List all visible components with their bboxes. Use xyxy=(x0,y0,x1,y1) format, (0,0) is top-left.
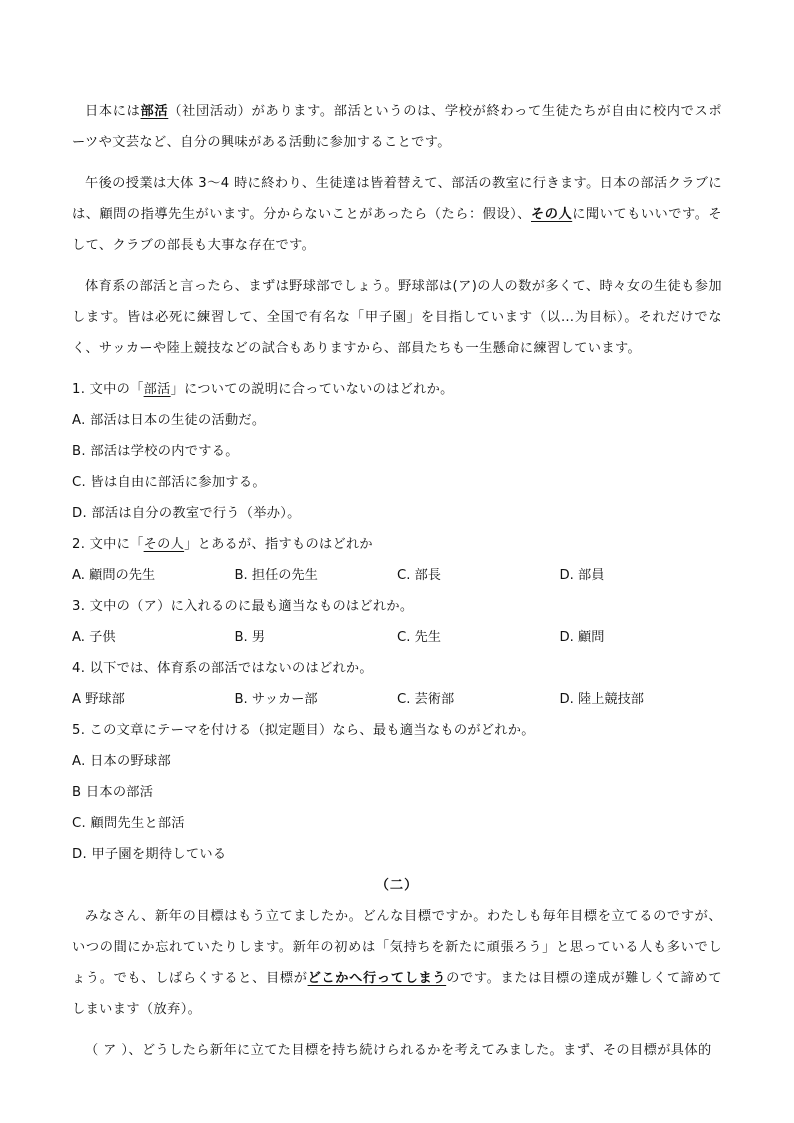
question-4: 4. 以下では、体育系の部活ではないのはどれか。 xyxy=(72,661,373,676)
q2-option-c: C. 部長 xyxy=(397,568,441,583)
q4-option-a: A 野球部 xyxy=(72,692,125,707)
passage2-paragraph-2: （ ア ）、どうしたら新年に立てた目標を持ち続けられるかを考えてみました。まず、その目標が具体的 xyxy=(85,1043,712,1058)
underlined-term-sono-hito: その人 xyxy=(531,207,573,222)
q5-option-b: B 日本の部活 xyxy=(72,785,154,800)
q4-option-c: C. 芸術部 xyxy=(397,692,455,707)
section-2-title: （二） xyxy=(375,878,419,893)
q2-option-a: A. 顧問の先生 xyxy=(72,568,156,583)
passage1-paragraph-2 xyxy=(72,168,722,261)
q3-options xyxy=(72,622,722,653)
q3-option-d: D. 顧問 xyxy=(559,630,605,645)
text: （社団活动）があります。部活というのは、学校が終わって生徒たちが自由に校内でスポーツや文芸など、自分の興味がある活動に参加することです。 xyxy=(72,104,722,150)
q2-options xyxy=(72,560,722,591)
underlined-term: 部活 xyxy=(143,382,171,397)
q3-option-a: A. 子供 xyxy=(72,630,116,645)
text: 2. 文中に「 xyxy=(72,537,144,552)
text: みなさん、新年の目標はもう立てましたか。どんな目標ですか。わたしも毎年目標を立てるのですが、いつの間にか忘れていたりします。新年の初めは「気持ちを新たに頑張ろう」と思っている人も多いでしょう。でも、しばらくすると、目標が xyxy=(72,909,722,986)
q5-option-d: D. 甲子園を期待している xyxy=(72,847,227,862)
question-1 xyxy=(72,374,722,405)
q1-option-b: B. 部活は学校の内でする。 xyxy=(72,444,239,459)
q5-option-a: A. 日本の野球部 xyxy=(72,754,171,769)
q4-option-b: B. サッカー部 xyxy=(234,692,318,707)
passage1-paragraph-1 xyxy=(72,96,722,158)
passage1-paragraph-3: 体育系の部活と言ったら、まずは野球部でしょう。野球部は(ア)の人の数が多くて、時々女の生徒も参加します。皆は必死に練習して、全国で有名な「甲子園」を目指しています（以…为目标）。それだけでなく、サッカーや陸上競技などの試合もありますから、部員たちも一生懸命に練習しています。 xyxy=(72,279,722,356)
question-3: 3. 文中の（ア）に入れるのに最も適当なものはどれか。 xyxy=(72,599,414,614)
text: 」とあるが、指すものはどれか xyxy=(184,537,373,552)
q2-option-d: D. 部員 xyxy=(559,568,605,583)
question-2 xyxy=(72,529,722,560)
q1-option-a: A. 部活は日本の生徒の活動だ。 xyxy=(72,413,266,428)
question-5: 5. この文章にテーマを付ける（拟定题目）なら、最も適当なものがどれか。 xyxy=(72,723,535,738)
q3-option-b: B. 男 xyxy=(234,630,266,645)
text: 日本には xyxy=(85,104,141,119)
underlined-phrase: どこかへ行ってしまう xyxy=(307,971,447,986)
q1-option-c: C. 皆は自由に部活に参加する。 xyxy=(72,475,266,490)
q5-option-c: C. 顧問先生と部活 xyxy=(72,816,185,831)
underlined-term: その人 xyxy=(143,537,185,552)
q4-option-d: D. 陸上競技部 xyxy=(559,692,644,707)
text: 」についての説明に合っていないのはどれか。 xyxy=(170,382,454,397)
underlined-term-bukatsu: 部活 xyxy=(140,104,169,119)
text: 1. 文中の「 xyxy=(72,382,144,397)
text: 午後の授業は大体 3～4 時に終わり、生徒達は皆着替えて、部活の教室に行きます。日本の部活クラブには、顧問の指導先生がいます。分からないことがあったら（たら：假设）、 xyxy=(72,176,722,222)
passage2-paragraph-1 xyxy=(72,901,722,1025)
text: に聞いてもいいです。そして、クラブの部長も大事な存在です。 xyxy=(72,207,723,253)
q4-options xyxy=(72,684,722,715)
q3-option-c: C. 先生 xyxy=(397,630,441,645)
q1-option-d: D. 部活は自分の教室で行う（举办）。 xyxy=(72,506,301,521)
q2-option-b: B. 担任の先生 xyxy=(234,568,318,583)
text: のです。または目標の達成が難しくて諦めてしまいます（放弃）。 xyxy=(72,971,722,1017)
